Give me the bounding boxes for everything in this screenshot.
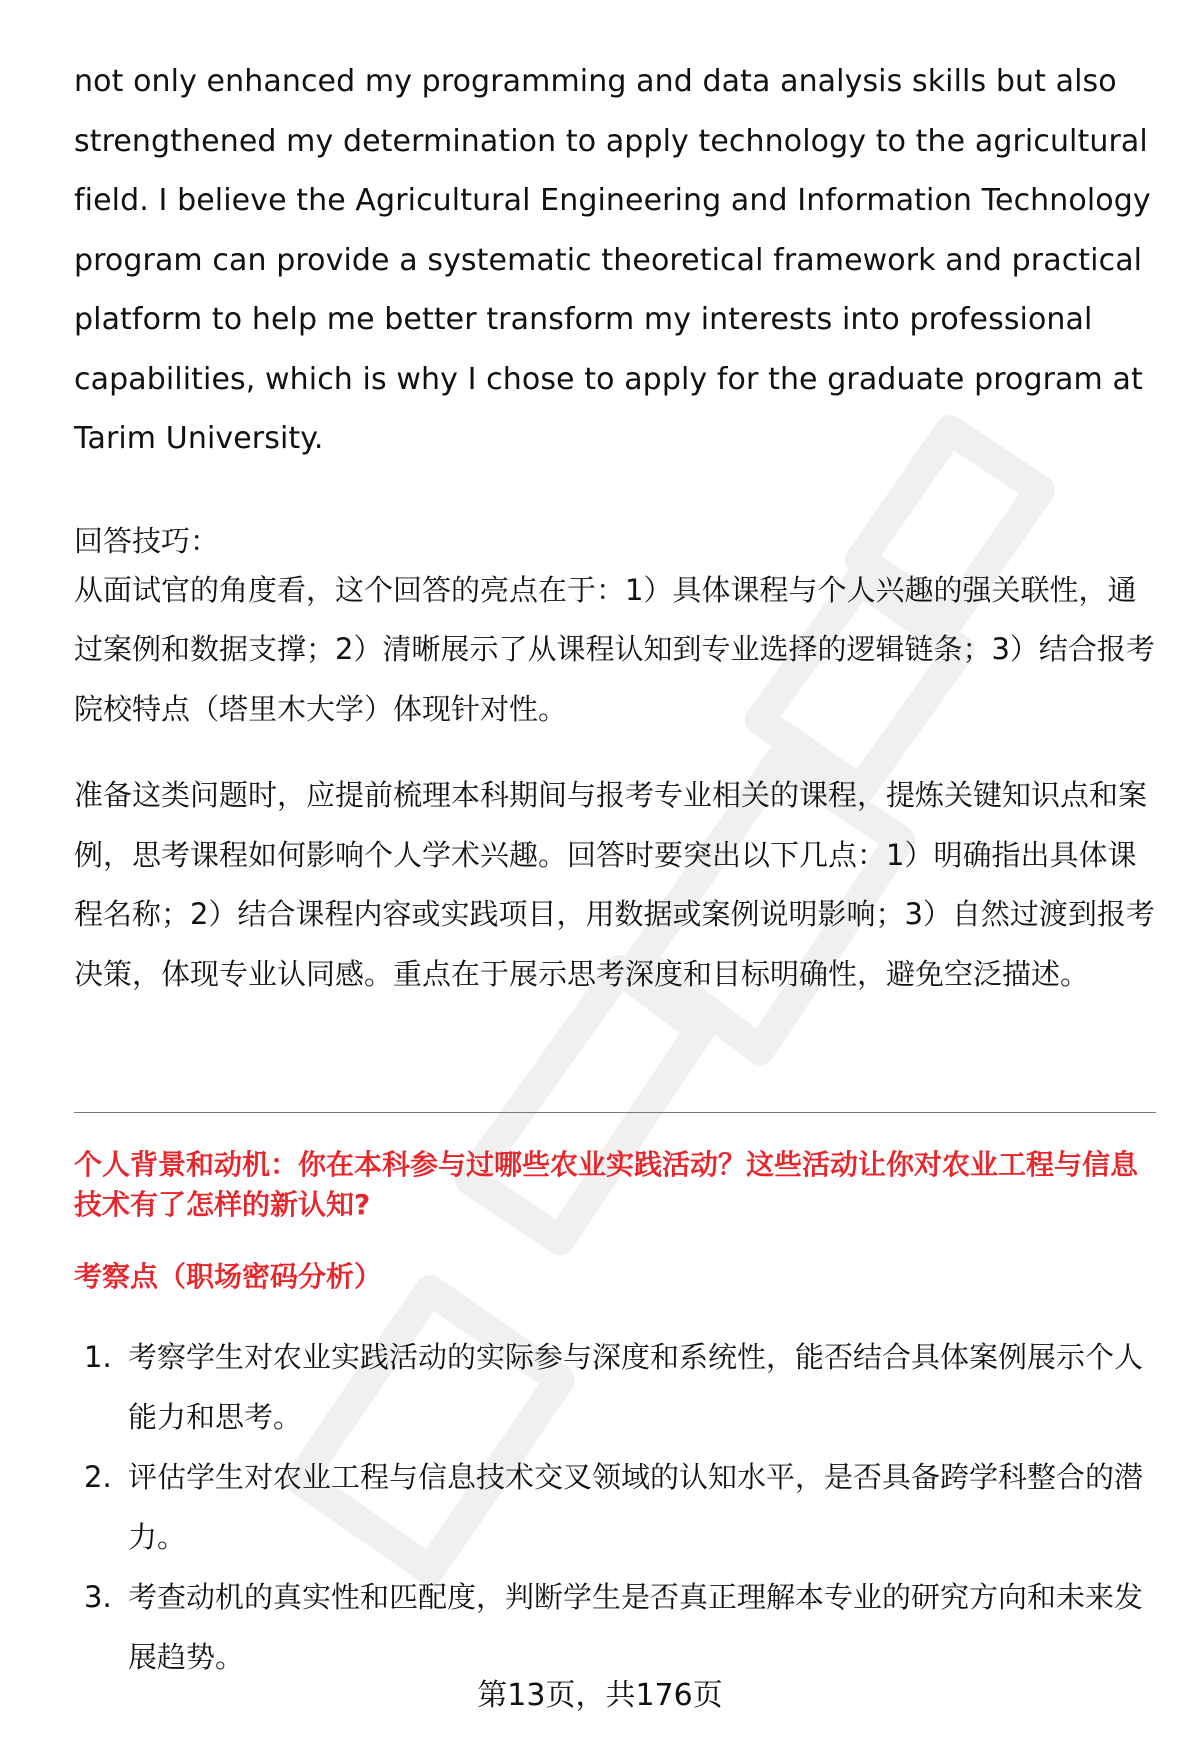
tips-label: 回答技巧： [74,523,220,558]
assessment-points-list [74,1327,1156,1687]
list-item [74,1327,1156,1447]
list-item-text: 考察学生对农业实践活动的实际参与深度和系统性，能否结合具体案例展示个人能力和思考。 [128,1340,1144,1434]
section-divider [74,1112,1156,1113]
list-item-number: 3. [84,1580,112,1614]
tips-paragraph-2: 准备这类问题时，应提前梳理本科期间与报考专业相关的课程，提炼关键知识点和案例，思考课程如何影响个人学术兴趣。回答时要突出以下几点：1）明确指出具体课程名称；2）结合课程内容或实践项目，用数据或案例说明影响；3）自然过渡到报考决策，体现专业认同感。重点在于展示思考深度和目标明确性，避免空泛描述。 [74,778,1155,991]
list-item-number: 1. [84,1340,112,1374]
list-item-text: 评估学生对农业工程与信息技术交叉领域的认知水平，是否具备跨学科整合的潜力。 [128,1460,1144,1554]
tips-paragraph-1: 从面试官的角度看，这个回答的亮点在于：1）具体课程与个人兴趣的强关联性，通过案例和数据支撑；2）清晰展示了从课程认知到专业选择的逻辑链条；3）结合报考院校特点（塔里木大学）体现针对性。 [74,572,1155,726]
list-item [74,1567,1156,1687]
question-heading: 个人背景和动机：你在本科参与过哪些农业实践活动？这些活动让你对农业工程与信息技术有了怎样的新认知? [74,1148,1139,1221]
list-item-text: 考查动机的真实性和匹配度，判断学生是否真正理解本专业的研究方向和未来发展趋势。 [128,1580,1144,1674]
english-answer-paragraph: not only enhanced my programming and data analysis skills but also strengthened my determination to apply technology to the agricultural field. I believe the Agricultural Engineering and Information Technology program can provide a systematic theoretical framework and practical platform to help me better transform my interests into professional capabilities, which is why I chose to apply for the graduate program at Tarim University. [74,64,1151,456]
list-item [74,1447,1156,1567]
page-body [74,52,1156,1004]
assessment-points-heading: 考察点（职场密码分析） [74,1260,383,1293]
page-footer: 第13页，共176页 [477,1678,723,1713]
list-item-number: 2. [84,1460,112,1494]
